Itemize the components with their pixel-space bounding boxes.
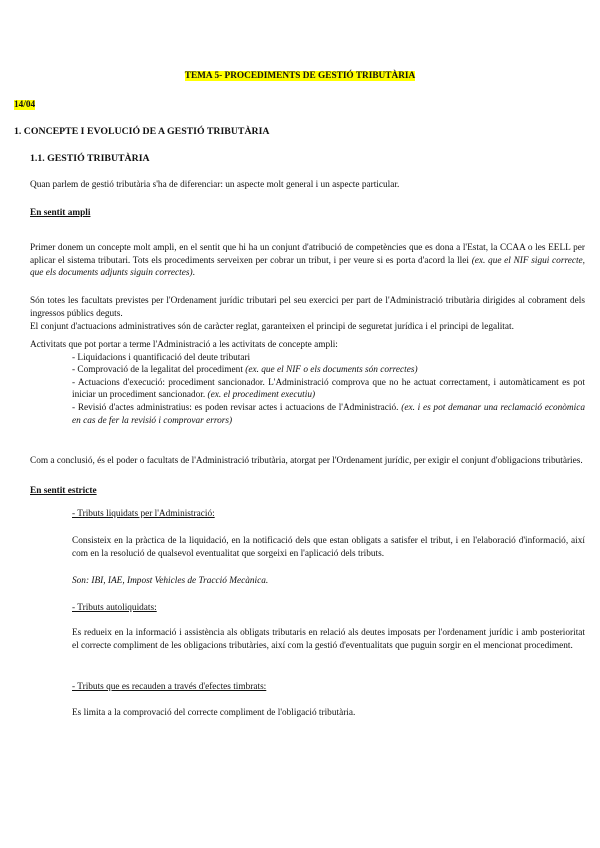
activity-item-2	[30, 364, 585, 377]
document-title-wrap	[0, 70, 600, 83]
tributs-timbrats-heading	[72, 681, 585, 694]
ampli-p1-text: Primer donem un concepte molt ampli, en el sentit que hi ha un conjunt d'atribució de competències que es dona a l'Estat, la CCAA o les EELL per aplicar el sistema tributari. Tots els procediments serveixen per cobrar un tribut, i per veure si es porta d'acord la llei	[30, 243, 585, 266]
ampli-p1-end: .	[192, 268, 195, 279]
tributs-timbrats-label: - Tributs que es recauden a través d'efectes timbrats:	[72, 682, 267, 693]
activity-item-4-example: (ex. i es pot demanar una reclamació econòmica en cas de fer la revisió i comprovar errors)	[72, 402, 585, 426]
activity-item-3-example: (ex. el procediment executiu)	[207, 390, 316, 401]
activities-list	[30, 339, 585, 427]
tributs-liquidats-label: - Tributs liquidats per l'Administració:	[72, 509, 215, 520]
ampli-paragraph-3: El conjunt d'actuacions administratives són de caràcter reglat, garanteixen el principi de seguretat jurídica i el principi de legalitat.	[30, 322, 514, 333]
document-title: TEMA 5- PROCEDIMENTS DE GESTIÓ TRIBUTÀRIA	[184, 71, 416, 81]
heading-section-1-1: 1.1. GESTIÓ TRIBUTÀRIA	[30, 153, 150, 164]
activity-item-2-example: (ex. que el NIF o els documents són correctes)	[245, 365, 418, 376]
tributs-liquidats-text: Consisteix en la pràctica de la liquidació, en la notificació dels que estan obligats a satisfer el tribut, i en l'elaboració d'informació, així com en la resolució de qualsevol eventualitat que sorgeixi en l'aplicació dels tributs.	[72, 536, 585, 559]
sentit-ampli-label-text: En sentit ampli	[30, 208, 91, 218]
intro-paragraph: Quan parlem de gestió tributària s'ha de diferenciar: un aspecte molt general i un aspecte particular.	[30, 180, 400, 190]
activity-item-1: - Liquidacions i quantificació del deute tributari	[72, 352, 251, 363]
ampli-p1-example: (ex. que el NIF sigui correcte, que els documents adjunts siguin correctes)	[30, 255, 586, 279]
sentit-ampli-label	[30, 207, 585, 220]
date-label	[14, 99, 35, 112]
activity-item-3-text: - Actuacions d'execució: procediment sancionador. L'Administració comprova que no he actuat correctament, i automàticament es pot iniciar un procediment sancionador.	[72, 377, 585, 401]
tributs-liquidats-examples-text: Son: IBI, IAE, Impost Vehicles de Tracció Mecànica.	[72, 576, 269, 587]
tributs-timbrats-text: Es limita a la comprovació del correcte compliment de l'obligació tributària.	[72, 708, 356, 719]
sentit-estricte-label-text: En sentit estricte	[30, 486, 97, 496]
activities-intro: Activitats que pot portar a terme l'Administració a les activitats de concepte ampli:	[30, 340, 338, 350]
tributs-liquidats-examples	[72, 575, 585, 588]
heading-section-1: 1. CONCEPTE I EVOLUCIÓ DE A GESTIÓ TRIBUTÀRIA	[14, 126, 270, 137]
conclusion-paragraph: Com a conclusió, és el poder o facultats de l'Administració tributària, atorgat per l'Ordenament jurídic, per exigir el conjunt d'obligacions tributàries.	[30, 456, 583, 467]
sentit-estricte-label	[30, 485, 585, 498]
activity-item-2-text: - Comprovació de la legalitat del procediment	[72, 365, 246, 376]
activity-item-4-text: - Revisió d'actes administratius: es poden revisar actes i actuacions de l'Administració.	[72, 402, 402, 413]
activity-item-3	[30, 377, 585, 402]
tributs-liquidats-heading	[72, 508, 585, 521]
ampli-paragraph-1	[30, 242, 585, 280]
tributs-autoliquidats-heading	[72, 602, 585, 615]
tributs-autoliquidats-text: Es redueix en la informació i assistència als obligats tributaris en relació als deutes imposats per l'ordenament jurídic i amb posterioritat el correcte compliment de les obligacions tributàries, així com la gestió d'eventualitats que puguin sorgir en el mencionat procediment.	[72, 628, 585, 651]
tributs-autoliquidats-label: - Tributs autoliquidats:	[72, 603, 157, 614]
activity-item-4	[30, 402, 585, 427]
date-text: 14/04	[14, 100, 36, 110]
ampli-paragraph-2: Són totes les facultats previstes per l'Ordenament jurídic tributari pel seu exercici per part de l'Administració tributària dirigides al cobrament dels ingressos públics deguts.	[30, 296, 585, 319]
